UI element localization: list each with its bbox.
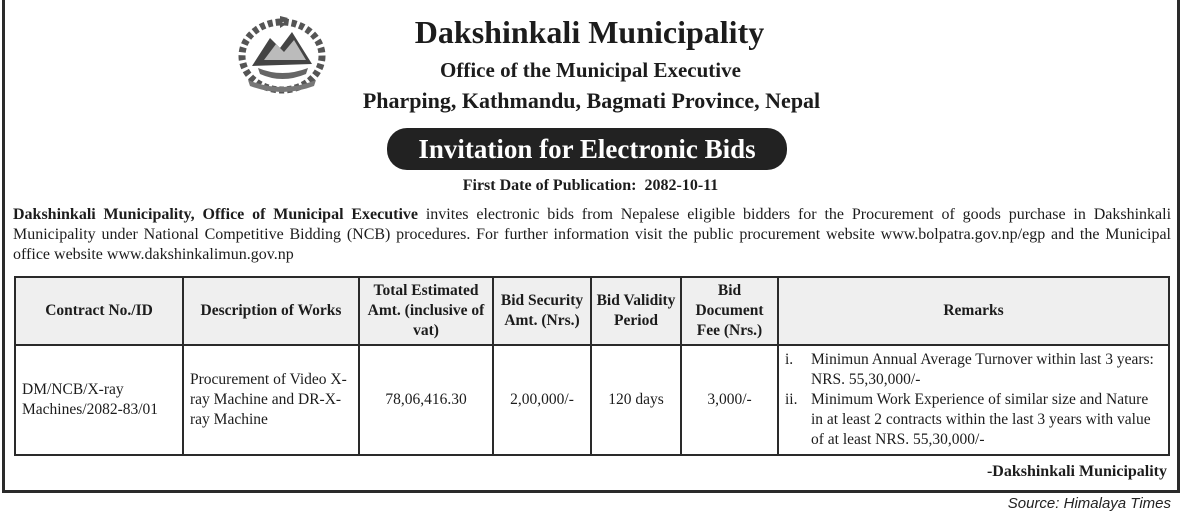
bids-table bbox=[14, 276, 1170, 456]
office-name: Office of the Municipal Executive bbox=[440, 58, 741, 82]
notice-title: Invitation for Electronic Bids bbox=[387, 128, 787, 170]
remark-item bbox=[785, 350, 1164, 390]
source-credit: Source: Himalaya Times bbox=[1007, 495, 1171, 512]
header-document-fee: Bid Document Fee (Nrs.) bbox=[681, 277, 778, 345]
header-remarks: Remarks bbox=[778, 277, 1169, 345]
watermark-decoration: ​ bbox=[299, 358, 380, 431]
cell-description: Procurement of Video X-ray Machine and DR-X-ray Machine bbox=[183, 345, 359, 455]
remark-text: Minimum Work Experience of similar size and Nature in at least 2 contracts within the last 3 years with value of at least NRS. 55,30,000/- bbox=[811, 391, 1151, 448]
remark-number: ii. bbox=[785, 391, 798, 408]
header-description: Description of Works bbox=[183, 277, 359, 345]
intro-paragraph bbox=[13, 205, 1171, 265]
publication-date: 2082-10-11 bbox=[644, 177, 719, 194]
header-contract-id: Contract No./ID bbox=[15, 277, 183, 345]
table-header-row bbox=[15, 277, 1169, 345]
remark-number: i. bbox=[785, 351, 794, 368]
cell-document-fee: 3,000/- bbox=[681, 345, 778, 455]
cell-bid-security: 2,00,000/- bbox=[493, 345, 591, 455]
intro-body: invites electronic bids from Nepalese eligible bidders for the Procurement of goods purchase in Dakshinkali Municipality under National Competitive Bidding (NCB) procedures. For further information visit the public procurement website www.bolpatra.gov.np/egp and the Municipal office website www.dakshinkalimun.gov.np bbox=[13, 206, 1172, 263]
header-bid-security: Bid Security Amt. (Nrs.) bbox=[493, 277, 591, 345]
publication-label: First Date of Publication: bbox=[462, 177, 637, 194]
header-estimated-amount: Total Estimated Amt. (inclusive of vat) bbox=[359, 277, 493, 345]
cell-remarks bbox=[778, 345, 1169, 455]
cell-bid-validity: 120 days bbox=[591, 345, 681, 455]
remarks-list bbox=[785, 350, 1164, 450]
cell-estimated-amount: 78,06,416.30 bbox=[359, 345, 493, 455]
header-bid-validity: Bid Validity Period bbox=[591, 277, 681, 345]
intro-lead: Dakshinkali Municipality, Office of Municipal Executive bbox=[13, 206, 419, 223]
publication-date-line bbox=[0, 177, 1181, 195]
remark-item bbox=[785, 390, 1164, 450]
table-row bbox=[15, 345, 1169, 455]
remark-text: Minimun Annual Average Turnover within last 3 years: NRS. 55,30,000/- bbox=[811, 351, 1154, 388]
office-address: Pharping, Kathmandu, Bagmati Province, Nepal bbox=[362, 88, 821, 113]
organization-name: Dakshinkali Municipality bbox=[414, 14, 765, 50]
cell-contract-id: DM/NCB/X-ray Machines/2082-83/01 bbox=[15, 345, 183, 455]
signoff: -Dakshinkali Municipality bbox=[986, 463, 1167, 480]
